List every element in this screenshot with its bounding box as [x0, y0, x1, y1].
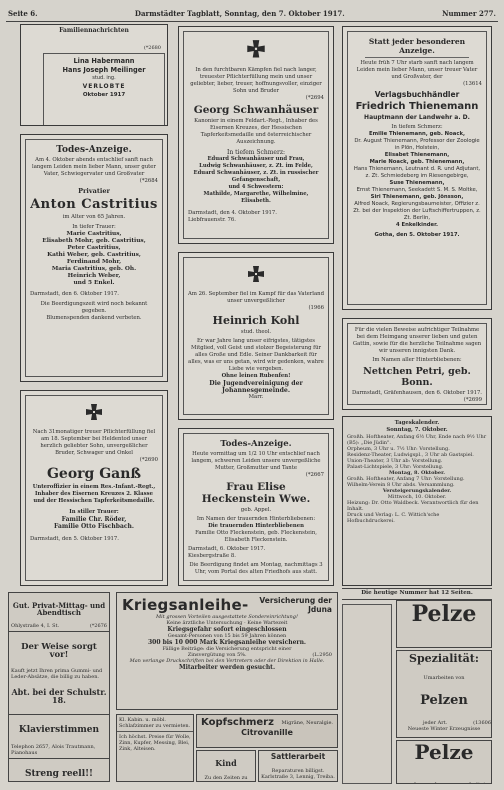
mourner: Hans Thienemann, Leutnant d. R. und Adjutant, z. Zt. Schmiedeberg im Riesengebirge,: [353, 166, 481, 179]
ad-title: Kind: [215, 758, 237, 768]
obituary-organization: Die Jugendvereinigung der Johannesgemeinde.: [209, 380, 303, 394]
ad-text: Keine ärztliche Untersuchung · Keine Wartezeit: [166, 620, 288, 626]
page-number: Seite 6.: [8, 8, 38, 18]
calendar-heading: Tageskalender.: [394, 420, 440, 426]
name-line: stud. ing.: [92, 75, 116, 81]
mourner: Peter Castritius,: [67, 245, 121, 251]
obituary-place-date: Darmstadt, den 5. Oktober 1917.: [30, 536, 119, 542]
mourner: Kathi Weber, geb. Castritius,: [47, 252, 141, 258]
iron-cross-icon: [83, 403, 105, 425]
ad-text: Mitarbeiter werden gesucht.: [178, 664, 276, 671]
obituary-heading: Todes-Anzeige.: [56, 145, 132, 155]
mourners-heading: In tiefer Trauer:: [72, 224, 116, 230]
engagement-notice: [20, 24, 168, 126]
mourner: Suse Thienemann,: [389, 180, 445, 186]
deceased-title: Privatier: [78, 187, 110, 195]
mourner: Familie Otto Fleckenstein, geb. Fleckenstein,: [195, 530, 317, 536]
ad-subtitle: [397, 782, 491, 784]
ad-title: Kopfschmerz: [201, 717, 274, 728]
obituary-signature: Marr.: [248, 394, 264, 400]
ad-text: 300 bis 10 000 Mark Kriegsanleihe versichern.: [147, 639, 307, 646]
name-line: VERLOBTE: [82, 83, 126, 90]
notice-number: (13614: [463, 81, 482, 87]
ad-text: Zinsvergütung von 5%.: [187, 652, 247, 658]
deceased-age: im Alter von 65 Jahren.: [62, 214, 126, 220]
obituary-ganss: [20, 390, 168, 586]
deceased-name: Anton Castritius: [30, 197, 158, 212]
header-rule: [6, 21, 498, 22]
notice-number: (*2690: [139, 457, 158, 463]
ad-title: Der Weise sorgt vor!: [21, 641, 97, 660]
ad-text: Ich höchst. Preise für Wolle, Zinn, Kupfer, Messing, Blei, Zink, Alteisen.: [117, 731, 193, 754]
calendar-line: Montag, 8. Oktober.: [388, 470, 446, 476]
masthead-date: Darmstädter Tagblatt, Sonntag, den 7. Oktober 1917.: [134, 8, 345, 18]
ad-number: (L.2950: [312, 652, 332, 658]
calendar-line: Großh. Hoftheater, Anfang 6½ Uhr, Ende nach 9½ Uhr (B5): „Die Jüdin".: [347, 434, 487, 446]
ad-subtitle: [397, 647, 491, 648]
obituary-place-date: Darmstadt, den 6. Oktober 1917.: [30, 291, 119, 297]
separator: [365, 57, 469, 58]
issue-number: Nummer 277.: [442, 8, 496, 18]
obituary-text: In den furchtbaren Kämpfen fiel nach langer, treuester Pflichterfüllung mein und unser geliebter, lieber, treuer, hoffnungsvoller, einziger Sohn und Bruder: [190, 67, 322, 94]
calendar-line: Wilhelm-Verein 8 Uhr abds. Versammlung.: [347, 482, 455, 488]
mourner: Ludwig Schwanhäuser, z. Zt. im Felde,: [199, 163, 313, 169]
ad-number: (*2676: [89, 623, 107, 629]
calendar-line: Union-Theater, 3 Uhr ab: Vorstellung.: [347, 458, 443, 464]
headache-remedy-ad: [196, 714, 338, 748]
ad-text: Migräne, Neuralgie.: [281, 719, 333, 726]
thanks-heading: Im Namen aller Hinterbliebenen:: [372, 357, 462, 363]
mourner: Siri Thienemann, geb. Jönsson,: [370, 194, 464, 200]
notice-number: (1966: [308, 305, 324, 311]
mourner: Ferdinand Mohr,: [66, 259, 122, 265]
ad-text: Telephon 2657, Alois Trautmann, Pianohaus: [11, 744, 96, 756]
mourner: 4 Enkelkinder.: [395, 222, 439, 228]
mourners-heading: In stiller Trauer:: [69, 509, 119, 515]
deceased-name: Georg Schwanhäuser: [193, 104, 319, 116]
mourners-heading: In tiefem Schmerz:: [391, 124, 443, 130]
thanks-notice-petri: [342, 318, 492, 410]
obituary-text: Heute früh 7 Uhr starb sanft nach langem Leiden mein lieber Mann, unser treuer Vater und Großvater, der: [356, 60, 478, 80]
mourner: Marie Noack, geb. Thienemann,: [369, 159, 465, 165]
obituary-text: Heute vormittag um 1/2 10 Uhr entschlief nach langem, schweren Leiden unsere unvergeßliche Mutter, Großmutter und Tante: [191, 451, 321, 471]
ad-text: Kriegsgefahr sofort eingeschlossen: [167, 626, 287, 633]
ad-title: Gut. Privat-Mittag- und Abendtisch: [12, 601, 106, 617]
ad-address: Abt. bei der Schulstr. 18.: [11, 687, 107, 705]
ad-text: Ohlystraße 4, I. St.: [11, 623, 60, 629]
deceased-name: Frau Elise Heckenstein Wwe.: [201, 481, 311, 505]
page-count-text: Die heutige Nummer hat 12 Seiten.: [361, 590, 473, 596]
calendar-line: Orpheum, 3 Uhr u. 7½ Uhr: Vorstellung.: [347, 446, 450, 452]
obituary-note: Die Beerdigung findet am Montag, nachmittags 3 Uhr, vom Portal des alten Friedhofs aus statt.: [189, 562, 323, 575]
obituary-castritius: [20, 134, 168, 382]
obituary-place-date: Darmstadt, den 4. Oktober 1917.: [188, 210, 277, 216]
ad-text: Man verlange Druckschriften bei den Vertretern oder der Direktion in Halle.: [129, 658, 325, 664]
mourner: Familie Chr. Röder,: [61, 516, 127, 523]
ad-title: Klavierstimmen: [18, 725, 100, 735]
notice-number: (*2694: [305, 95, 324, 101]
calendar-line: Druck und Verlag: L. C. Wittich'sche Hofbuchdruckerei.: [347, 512, 440, 524]
ad-number: (13606: [473, 720, 491, 726]
thanks-text: Für die vielen Beweise aufrichtiger Teilnahme bei dem Heimgang unserer lieben und guten Gattin, sowie für die herzliche Teilnahme sagen wir unseren innigsten Dank.: [352, 327, 482, 354]
deceased-name: Georg Ganß: [46, 466, 142, 482]
ad-title: Sattlerarbeit: [270, 752, 326, 761]
furs-specialty-ad: [396, 650, 492, 738]
mourner: Elisabeth Fleckenstein.: [224, 537, 288, 543]
calendar-line: Versteigerungskalender.: [382, 488, 452, 494]
ad-text: Zu den Zeiten zu: [204, 775, 248, 781]
obituary-place-date: Gotha, den 5. Oktober 1917.: [374, 232, 460, 238]
calendar-line: Residenz-Theater, Ludwigspl., 3 Uhr ab Gastspiel.: [347, 452, 474, 458]
mourner: Familie Otto Fischbach.: [54, 523, 134, 530]
classified-column-left: [8, 592, 110, 782]
ad-subtitle: Versicherung der Jduna: [259, 596, 332, 614]
ad-highlight: Pelzen: [420, 693, 468, 708]
mourners-heading: Im Namen der trauernden Hinterbliebenen:: [196, 516, 316, 522]
deceased-rank: Hauptmann der Landwehr a. D.: [364, 114, 470, 121]
calendar-line: Heizung: Dr. Otto Waldbeck. Verantwortlich für den Inhalt.: [347, 500, 479, 512]
obituary-note: Die Beerdigungszeit wird noch bekannt gegeben.: [40, 301, 148, 314]
ad-title: Kriegsanleihe-: [122, 596, 249, 614]
obituary-heading: Statt jeder besonderen Anzeige.: [368, 37, 466, 55]
deceased-born: geb. Appel.: [240, 507, 272, 513]
furs-ad-top: [396, 600, 492, 648]
obituary-body: Er war Jahre lang unser eifrigstes, tätigstes Mitglied, voll Geist und stolzer Begeisterung für alles Große und Edle. Seiner Dankbarkeit für alles, was er uns getan, wird wir gedenken, wahre Liebe wie vergeben.: [188, 338, 324, 372]
obituary-thienemann: [342, 26, 492, 310]
iron-cross-icon: [244, 39, 268, 63]
page-header: [8, 6, 496, 20]
mourner: Eduard Schwanhäuser, z. Zt. in russischer Gefangenschaft,: [193, 170, 319, 183]
obituary-line: Ohne leinen Rubenfen!: [221, 373, 291, 379]
page-count-banner: [342, 588, 492, 600]
engagement-frame: [43, 53, 165, 126]
obituary-street: Kiesbergstraße 8.: [188, 553, 236, 559]
obituary-place-date: Darmstadt, 6. Oktober 1917.: [188, 546, 266, 552]
mourner: und 4 Schwestern:: [228, 184, 284, 190]
mourner: Heinrich Weber,: [67, 273, 121, 279]
obituary-text: Nach 31monatiger treuer Pflichterfüllung fiel am 18. September bei Heldentod unser herzlich geliebter Sohn, unvergeßlicher Bruder, Schwager und Onkel: [32, 429, 156, 456]
ad-text: jeder Art.: [422, 720, 448, 726]
mourner: Marie Castritius,: [66, 231, 122, 237]
daily-calendar: [342, 416, 492, 586]
obituary-heading: Todes-Anzeige.: [220, 439, 292, 449]
obituary-fleckenstein: [178, 428, 334, 586]
ad-text: Fällige Beiträge: die Versicherung entspricht einer: [162, 646, 292, 652]
ad-title: Streng reell!!: [24, 769, 94, 779]
mourner: Ernst Thienemann, Seekadett S. M. S. Moltke,: [356, 187, 478, 193]
calendar-line: Mittwoch, 10. Oktober.: [387, 494, 447, 500]
thanks-date: den 6. Oktober 1917.: [424, 390, 482, 396]
notice-number: (*2667: [305, 472, 324, 478]
mourner: Alfred Noack, Regierungsbaumeister, Offizier z. Zt. bei der Inspektion der Luftschiffertruppen, z. Zt. Berlin,: [353, 201, 481, 221]
deceased-title: Verlagsbuchhändler: [374, 90, 460, 99]
obituary-text: Am 26. September fiel im Kampf für das Vaterland unser unvergeßlicher: [188, 291, 324, 304]
deceased-description: Unteroffizier in einem Res.-Infant.-Regt., Inhaber des Eisernen Kreuzes 2. Klasse und der Hessischen Tapferkeitsmedaille.: [32, 484, 156, 504]
name-line: Lina Habermann: [73, 57, 135, 65]
thanks-name: Nettchen Petri, geb. Bonn.: [363, 366, 471, 388]
calendar-line: Großh. Hoftheater, Anfang 7 Uhr: Vorstellung.: [347, 476, 465, 482]
mourner: Dr. August Thienemann, Professor der Zoologie in Plön, Holstein,: [354, 138, 480, 151]
obituary-schwanhaeuser: [178, 26, 334, 244]
deceased-description: stud. theol.: [240, 329, 272, 335]
obituary-text: Am 4. Oktober abends entschlief sanft nach langem Leiden mein lieber Mann, unser guter Vater, Schwiegervater und Großvater: [32, 157, 156, 177]
calendar-date: Sonntag, 7. Oktober.: [386, 427, 448, 433]
iron-cross-icon: [245, 265, 267, 287]
ad-text: Gesamt-Personen von 15 bis 59 Jahren können: [167, 633, 287, 639]
ad-text: Umarbeiten von: [423, 675, 465, 681]
section-heading: Familiennachrichten: [59, 27, 129, 34]
calendar-line: Palast-Lichtspiele, 3 Uhr: Vorstellung.: [347, 464, 444, 470]
furs-ad-bottom: [396, 740, 492, 784]
ad-title: Spezialität:: [409, 652, 479, 665]
obituary-kohl: [178, 252, 334, 420]
saddlery-ad: [258, 750, 338, 782]
ad-text: Kauft jetzt Ihren prima Gummi- und Leder-Absätze, die billig zu haben.: [11, 668, 103, 680]
deceased-name: Friedrich Thienemann: [355, 101, 479, 112]
mourner: Mathilde, Margarethe, Wilhelmine, Elisabeth.: [203, 191, 309, 204]
war-bond-insurance-ad: [116, 592, 338, 710]
ad-text: Neueste Winter Erzeugnisse: [407, 726, 481, 732]
ad-subtitle: Citrovanille: [241, 728, 293, 737]
classified-rooms-ad: [116, 714, 194, 782]
mourner: Eduard Schwanhäuser und Frau,: [207, 156, 305, 162]
ad-text: Kl. Kabin. u. möbl. Schlafzimmer zu vermieten.: [119, 717, 191, 729]
deceased-description: Kanonier in einem Feldart.-Regt., Inhaber des Eisernen Kreuzes, der Hessischen Tapferkeitsmedaille und österreichischer Auszeichnung.: [194, 118, 318, 145]
mourner: und 5 Enkel.: [73, 280, 115, 286]
mourner: Die trauernden Hinterbliebenen: [208, 523, 304, 529]
ad-title: Pelze: [411, 601, 477, 627]
child-ad: [196, 750, 256, 782]
ad-text: Reparaturen billigst. Karlstraße 3, Lennig, Treiba.: [261, 768, 335, 780]
obituary-street: Liebfrauenstr. 76.: [188, 217, 236, 223]
name-line: Hans Joseph Meilinger: [62, 66, 146, 74]
mourner: Maria Castritius, geb. Oh.: [51, 266, 137, 272]
notice-number: (*2680: [143, 45, 161, 51]
ad-gap-panel: [342, 604, 392, 784]
mourner: Elisabet Thienemann,: [384, 152, 450, 158]
thanks-place: Darmstadt, Gräfenhausen,: [352, 390, 424, 396]
mourners-heading: In tiefem Schmerz:: [226, 149, 286, 156]
ad-title: Pelze: [414, 740, 474, 764]
ad-text: Mit grossen Vorteilen ausgestattete Sondereinrichtung!: [156, 614, 298, 620]
mourner: Emilie Thienemann, geb. Noack,: [368, 131, 466, 137]
notice-number: (*2699: [463, 397, 482, 403]
name-line: Oktober 1917: [82, 92, 126, 98]
deceased-name: Heinrich Kohl: [212, 314, 300, 327]
mourner: Elisabeth Mohr, geb. Castritius,: [42, 238, 146, 244]
obituary-note: Blumenspenden dankend verbeten.: [46, 315, 142, 321]
notice-number: (*2684: [139, 178, 158, 184]
